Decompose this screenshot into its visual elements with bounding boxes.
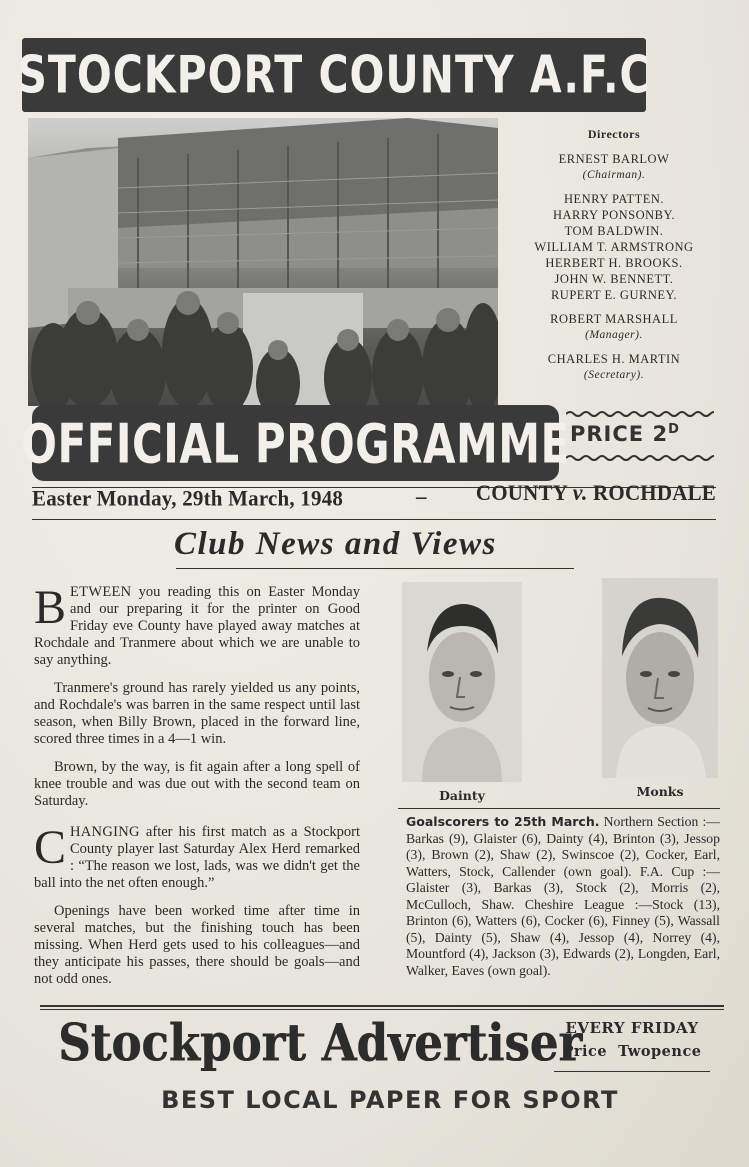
goalscorers-box <box>406 814 720 979</box>
club-title: STOCKPORT COUNTY A.F.C <box>17 45 651 105</box>
match-date: Easter Monday, 29th March, 1948 <box>32 485 344 511</box>
manager-name: ROBERT MARSHALL <box>550 312 678 326</box>
player-caption: Dainty <box>439 788 485 803</box>
advert-slogan: BEST LOCAL PAPER FOR SPORT <box>161 1086 619 1114</box>
article-paragraph: Tranmere's ground has rarely yielded us any points, and Rochdale's was barren in the same respect until last season, when Billy Brown, placed in the forward line, scored three times in a 4—1 win. <box>34 680 360 747</box>
match-line <box>32 479 716 515</box>
wave-border-top <box>566 410 714 418</box>
fixture: COUNTY v. ROCHDALE <box>475 479 716 506</box>
director-name: HENRY PATTEN. <box>563 192 665 206</box>
director-name: HERBERT H. BROOKS. <box>545 256 683 270</box>
match-separator: – <box>416 483 427 509</box>
scorers-heading: Goalscorers to 25th March. <box>406 814 600 829</box>
wave-border-bottom <box>566 454 714 462</box>
divider <box>32 519 716 520</box>
article-paragraph: Brown, by the way, is fit again after a long spell of knee trouble and was due out with the second team on Saturday. <box>34 759 360 809</box>
article-paragraph: Openings have been worked time after time in several matches, but the finishing touch has been missing. When Herd gets used to his colleagues—and they anticipate his passes, there should be goals—and not odd ones. <box>34 903 360 987</box>
advertiser-name: Stockport Advertiser <box>58 1012 582 1073</box>
secretary-name: CHARLES H. MARTIN <box>547 352 681 366</box>
section-underline <box>176 568 574 569</box>
player-photo-dainty <box>402 582 522 782</box>
price-label: PRICE $2^D$ <box>570 422 680 446</box>
scorers-divider <box>398 808 720 809</box>
advert-rule <box>40 1005 724 1007</box>
directors-list <box>505 126 723 391</box>
chairman-name: ERNEST BARLOW <box>558 152 670 166</box>
directors-heading: Directors <box>587 127 641 141</box>
advert-price: Price Twopence <box>562 1043 702 1060</box>
player-caption: Monks <box>636 784 684 799</box>
section-title: Club News and Views <box>174 526 497 562</box>
manager-role: (Manager). <box>585 329 643 341</box>
advert-details <box>554 1016 710 1064</box>
article-paragraph: BETWEEN you reading this on Easter Monday and our preparing it for the printer on Good Friday eve County have played away matches at Rochdale and Tranmere about which we are unable to say anything. <box>34 581 360 668</box>
masthead-banner <box>17 38 651 112</box>
crowd-stand-illustration <box>28 118 498 406</box>
director-name: JOHN W. BENNETT. <box>554 272 674 286</box>
advert-day: EVERY FRIDAY <box>565 1019 699 1037</box>
portrait-illustration <box>402 582 522 782</box>
club-news-article <box>34 581 360 999</box>
programme-title: OFFICIAL PROGRAMME <box>21 411 570 475</box>
director-name: HARRY PONSONBY. <box>552 208 676 222</box>
ground-photo <box>28 118 498 406</box>
secretary-role: (Secretary). <box>583 369 645 381</box>
advert-rule <box>40 1009 724 1010</box>
official-programme-banner <box>21 405 570 481</box>
player-photo-monks <box>602 578 718 778</box>
director-name: TOM BALDWIN. <box>564 224 664 238</box>
director-name: RUPERT E. GURNEY. <box>550 288 678 302</box>
price-box <box>566 410 714 462</box>
director-name: WILLIAM T. ARMSTRONG <box>534 240 694 254</box>
chairman-role: (Chairman). <box>582 169 646 181</box>
advert-underline <box>554 1071 710 1072</box>
portrait-illustration <box>602 578 718 778</box>
scorers-text: Northern Section :—Barkas (9), Glaister (6), Dainty (4), Brinton (3), Jessop (3), Brown (2), Shaw (2), Swinscoe (2), Cocker, Earl, Watters, Stock, Callender (own goal). F.A. Cup :—Glaister (3), Barkas (3), Stock (2), Morris (2), McCulloch, Shaw. Cheshire League :—Stock (13), Brinton (6), Watters (6), Cocker (6), Finney (5), Wassall (5), Dainty (5), Shaw (4), Jessop (4), Norrey (4), Mountford (4), Jackson (3), Edwards (2), Longden, Earl, Walker, Eaves (own goal). <box>406 814 720 978</box>
article-paragraph: CHANGING after his first match as a Stockport County player last Saturday Alex Herd remarked : “The reason we lost, lads, was we didn't get the ball into the net often enough.” <box>34 821 360 891</box>
